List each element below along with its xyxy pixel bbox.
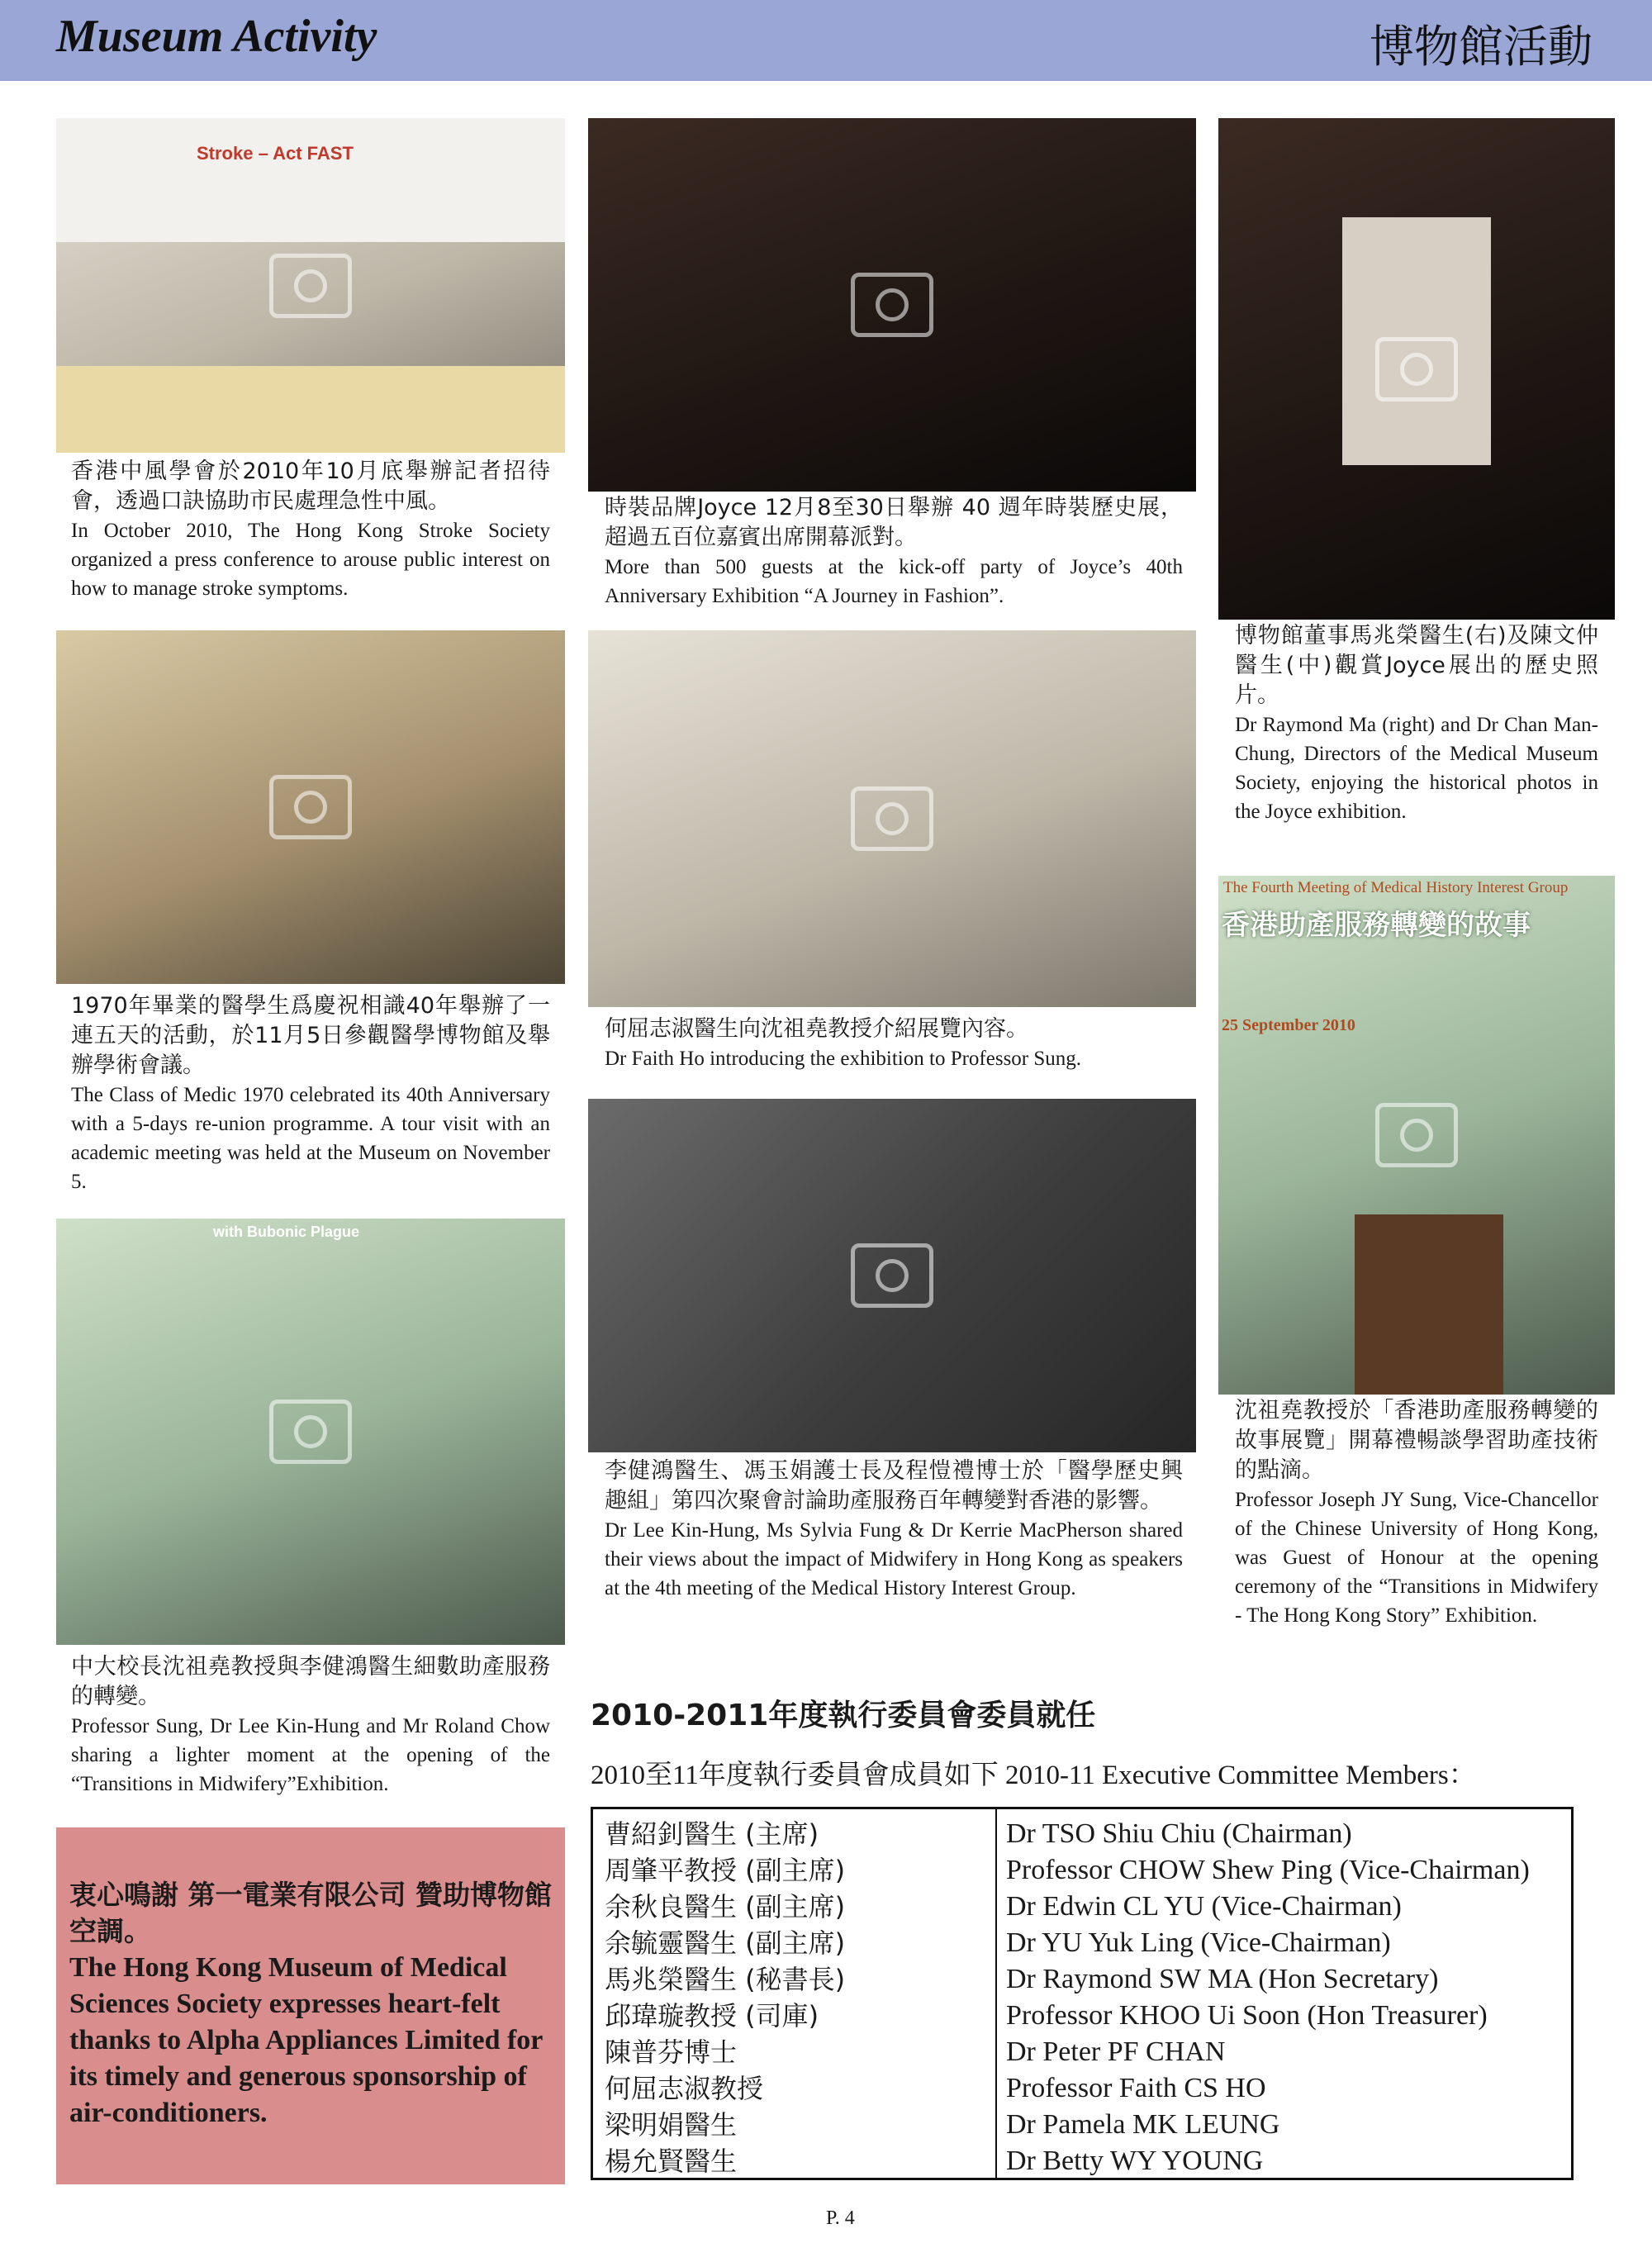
caption-en: Dr Raymond Ma (right) and Dr Chan Man-Chung, Directors of the Medical Museum Society, enjoying the historical photos in the Joyce exhibition.	[1235, 714, 1598, 823]
caption-zh: 香港中風學會於2010年10月底舉辦記者招待會，透過口訣協助市民處理急性中風。	[71, 459, 550, 514]
members-zh-column	[605, 1816, 845, 2179]
member-en: Dr Pamela MK LEUNG	[1006, 2109, 1280, 2140]
photo-icon	[851, 786, 933, 851]
member-en: Dr Raymond SW MA (Hon Secretary)	[1006, 1964, 1439, 1994]
joyce-party-caption	[605, 493, 1183, 611]
stroke-caption	[71, 457, 550, 603]
thanks-en: The Hong Kong Museum of Medical Sciences Society expresses heart-felt thanks to Alpha Appliances Limited for its timely and generous sponsorship of air-conditioners.	[69, 1952, 543, 2128]
sung-lee-chow-photo	[56, 1219, 565, 1645]
caption-en: In October 2010, The Hong Kong Stroke Society organized a press conference to arouse public interest on how to manage stroke symptoms.	[71, 520, 550, 600]
caption-zh: 博物館董事馬兆榮醫生(右)及陳文仲醫生(中)觀賞Joyce展出的歷史照片。	[1235, 623, 1598, 708]
photo-icon	[851, 273, 933, 337]
section-title-en: Museum Activity	[56, 11, 377, 62]
class-of-1970-photo	[56, 630, 565, 984]
member-en: Professor KHOO Ui Soon (Hon Treasurer)	[1006, 2000, 1488, 2031]
committee-members-table	[591, 1807, 1574, 2180]
banner-text-zh: 香港助產服務轉變的故事	[1222, 909, 1531, 942]
stroke-press-conference-photo	[56, 118, 565, 453]
member-en: Dr Peter PF CHAN	[1006, 2036, 1226, 2067]
section-title-zh: 博物館活動	[1370, 21, 1593, 73]
member-en: Dr Edwin CL YU (Vice-Chairman)	[1006, 1891, 1402, 1922]
joyce-party-photo	[588, 118, 1196, 492]
committee-title: 2010-2011年度執行委員會委員就任	[591, 1699, 1096, 1732]
member-zh: 曹紹釗醫生 (主席)	[605, 1818, 819, 1850]
header-band	[0, 0, 1652, 81]
member-en: Dr YU Yuk Ling (Vice-Chairman)	[1006, 1927, 1391, 1958]
panel-text: with Bubonic Plague	[213, 1224, 360, 1240]
thanks-box	[56, 1827, 565, 2184]
class-of-1970-caption	[71, 991, 550, 1196]
table-divider	[995, 1809, 997, 2178]
caption-zh: 沈祖堯教授於「香港助產服務轉變的故事展覽」開幕禮暢談學習助產技術的點滴。	[1235, 1398, 1598, 1483]
member-zh: 周肇平教授 (副主席)	[605, 1855, 846, 1886]
banner-date: 25 September 2010	[1222, 1016, 1355, 1034]
member-en: Dr TSO Shiu Chiu (Chairman)	[1006, 1818, 1352, 1849]
photo-icon	[851, 1243, 933, 1308]
caption-zh: 時裝品牌Joyce 12月8至30日舉辦 40 週年時裝歷史展，超過五百位嘉賓出席開幕派對。	[605, 495, 1183, 550]
caption-zh: 中大校長沈祖堯教授與李健鴻醫生細數助產服務的轉變。	[71, 1654, 550, 1709]
member-zh: 楊允賢醫生	[605, 2146, 738, 2177]
thanks-zh: 衷心鳴謝 第一電業有限公司 贊助博物館空調。	[69, 1879, 552, 1947]
members-en-column	[1006, 1816, 1530, 2179]
photo-icon	[269, 254, 352, 318]
joseph-sung-speech-photo	[1218, 876, 1615, 1395]
caption-en: The Class of Medic 1970 celebrated its 40th Anniversary with a 5-days re-union programme. A tour visit with an academic meeting was held at the Museum on November 5.	[71, 1084, 550, 1193]
member-zh: 陳普芬博士	[605, 2036, 738, 2068]
member-en: Dr Betty WY YOUNG	[1006, 2146, 1264, 2176]
sung-lee-chow-caption	[71, 1652, 550, 1799]
caption-en: More than 500 guests at the kick-off party of Joyce’s 40th Anniversary Exhibition “A Journey in Fashion”.	[605, 556, 1183, 607]
member-zh: 邱瑋璇教授 (司庫)	[605, 2000, 819, 2032]
member-zh: 何屈志淑教授	[605, 2073, 764, 2104]
member-zh: 梁明娟醫生	[605, 2109, 738, 2141]
faith-ho-caption	[605, 1015, 1183, 1073]
photo-icon	[1375, 337, 1458, 402]
photo-icon	[269, 775, 352, 839]
committee-subtitle: 2010至11年度執行委員會成員如下 2010-11 Executive Committee Members：	[591, 1761, 1476, 1790]
caption-en: Professor Joseph JY Sung, Vice-Chancellor of the Chinese University of Hong Kong, was Guest of Honour at the opening ceremony of the “Transitions in Midwifery - The Hong Kong Story” Exhibition.	[1235, 1489, 1598, 1627]
joseph-sung-caption	[1235, 1396, 1598, 1630]
member-zh: 馬兆榮醫生 (秘書長)	[605, 1964, 846, 1995]
caption-zh: 何屈志淑醫生向沈祖堯教授介紹展覽內容。	[605, 1016, 1028, 1042]
photo-icon	[269, 1399, 352, 1464]
page-number: P. 4	[826, 2207, 855, 2229]
interest-group-meeting-photo	[588, 1099, 1196, 1452]
interest-group-caption	[605, 1457, 1183, 1603]
caption-zh: 李健鴻醫生、馮玉娟護士長及程愷禮博士於「醫學歷史興趣組」第四次聚會討論助產服務百年轉變對香港的影響。	[605, 1458, 1183, 1514]
member-en: Professor Faith CS HO	[1006, 2073, 1266, 2103]
banner-text-en: The Fourth Meeting of Medical History Interest Group	[1223, 879, 1569, 896]
directors-joyce-caption	[1235, 621, 1598, 826]
member-zh: 余秋良醫生 (副主席)	[605, 1891, 846, 1922]
photo-icon	[1375, 1103, 1458, 1167]
caption-en: Professor Sung, Dr Lee Kin-Hung and Mr Roland Chow sharing a lighter moment at the opening of the “Transitions in Midwifery”Exhibition.	[71, 1715, 550, 1795]
caption-zh: 1970年畢業的醫學生爲慶祝相識40年舉辦了一連五天的活動，於11月5日參觀醫學博物館及舉辦學術會議。	[71, 993, 550, 1078]
caption-en: Dr Faith Ho introducing the exhibition to Professor Sung.	[605, 1048, 1082, 1070]
directors-joyce-photo	[1218, 118, 1615, 620]
stroke-sign-text: Stroke – Act FAST	[197, 143, 354, 164]
member-en: Professor CHOW Shew Ping (Vice-Chairman)	[1006, 1855, 1530, 1885]
caption-en: Dr Lee Kin-Hung, Ms Sylvia Fung & Dr Kerrie MacPherson shared their views about the impact of Midwifery in Hong Kong as speakers at the 4th meeting of the Medical History Interest Group.	[605, 1519, 1183, 1599]
faith-ho-tour-photo	[588, 630, 1196, 1007]
member-zh: 余毓靈醫生 (副主席)	[605, 1927, 846, 1959]
